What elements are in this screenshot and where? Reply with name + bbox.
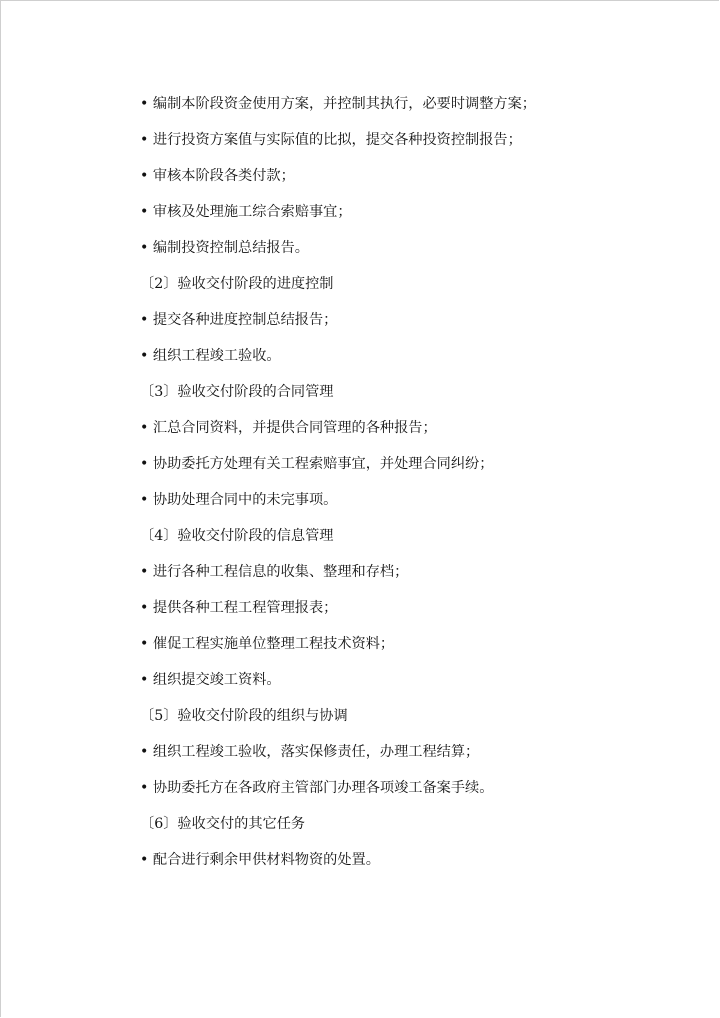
bullet-item: • 审核本阶段各类付款； xyxy=(140,168,295,184)
bullet-item: • 催促工程实施单位整理工程技术资料； xyxy=(140,636,395,652)
section-heading: 〔3〕验收交付阶段的合同管理 xyxy=(140,384,334,400)
bullet-item: • 提交各种进度控制总结报告； xyxy=(140,312,338,328)
bullet-item: • 协助委托方在各政府主管部门办理各项竣工备案手续。 xyxy=(140,780,494,796)
section-heading: 〔2〕验收交付阶段的进度控制 xyxy=(140,276,334,292)
section-heading: 〔5〕验收交付阶段的组织与协调 xyxy=(140,708,348,724)
bullet-item: • 协助委托方处理有关工程索赔事宜，并处理合同纠纷； xyxy=(140,456,494,472)
bullet-item: • 审核及处理施工综合索赔事宜； xyxy=(140,204,352,220)
bullet-item: • 组织工程竣工验收，落实保修责任，办理工程结算； xyxy=(140,744,480,760)
bullet-item: • 组织提交竣工资料。 xyxy=(140,672,281,688)
bullet-item: • 组织工程竣工验收。 xyxy=(140,348,281,364)
bullet-item: • 编制投资控制总结报告。 xyxy=(140,240,309,256)
bullet-item: • 协助处理合同中的未完事项。 xyxy=(140,492,338,508)
bullet-item: • 进行各种工程信息的收集、整理和存档； xyxy=(140,564,409,580)
section-heading: 〔6〕验收交付的其它任务 xyxy=(140,816,306,832)
bullet-item: • 编制本阶段资金使用方案，并控制其执行，必要时调整方案； xyxy=(140,96,536,112)
bullet-item: • 提供各种工程工程管理报表； xyxy=(140,600,338,616)
section-heading: 〔4〕验收交付阶段的信息管理 xyxy=(140,528,334,544)
document-body xyxy=(140,91,700,883)
bullet-item: • 汇总合同资料，并提供合同管理的各种报告； xyxy=(140,420,437,436)
bullet-item: • 进行投资方案值与实际值的比拟，提交各种投资控制报告； xyxy=(140,132,522,148)
bullet-item: • 配合进行剩余甲供材料物资的处置。 xyxy=(140,852,380,868)
